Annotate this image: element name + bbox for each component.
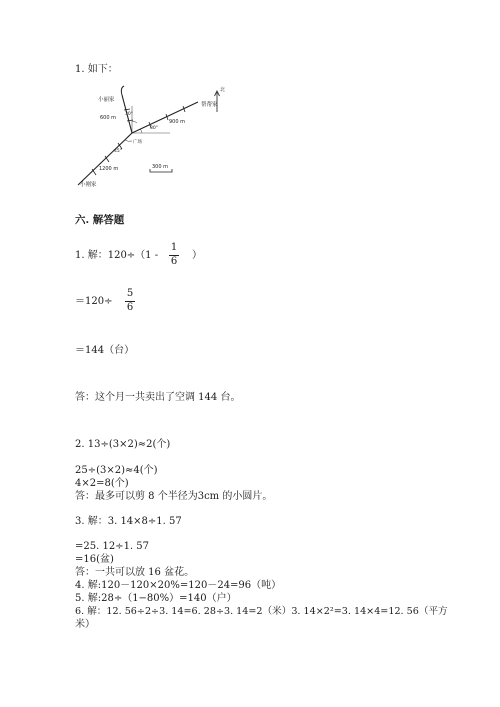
bangbang-home-label: 帮帮家	[201, 102, 218, 108]
q1-line1-prefix: 1. 解：120÷（1 -	[75, 250, 159, 261]
q5-line1: 5. 解:28÷（1−80%）=140（户）	[75, 593, 237, 604]
scale-bar	[150, 164, 172, 172]
section-1-label: 1. 如下：	[75, 64, 118, 75]
q3-line4: 答：一共可以放 16 盆花。	[75, 567, 195, 578]
q3-line1: 3. 解：3. 14×8÷1. 57	[75, 516, 182, 527]
angle-30-east-label: 30°	[150, 126, 158, 131]
square-label: 广场	[133, 140, 142, 145]
scale-label: 300 m	[152, 164, 169, 170]
q2-line4: 答：最多可以剪 8 个半径为3cm 的小圆片。	[75, 491, 273, 502]
q3-line2: =25. 12÷1. 57	[75, 541, 150, 552]
q6-line2: 米）	[75, 619, 95, 630]
angle-30-north-label: 30°	[125, 112, 133, 117]
distance-900-label: 900 m	[169, 119, 186, 125]
north-arrow-icon	[215, 86, 226, 112]
section-6-title: 六. 解答题	[75, 214, 125, 226]
q1-line1-suffix: ）	[192, 250, 202, 261]
q2-line3: 4×2=8(个)	[75, 478, 129, 489]
q1-fraction2-numerator: 5	[126, 288, 134, 299]
q2-line2: 25÷(3×2)≈4(个)	[75, 465, 158, 476]
q1-line3: ＝144（台）	[75, 345, 135, 356]
angle-45-label: 45°	[114, 149, 122, 154]
q4-line1: 4. 解:120－120×20%=120－24=96（吨）	[75, 580, 282, 591]
distance-1200-label: 1200 m	[99, 166, 119, 172]
north-label: 北	[220, 87, 226, 93]
q2-line1: 2. 13÷(3×2)≈2(个)	[75, 439, 171, 450]
q1-fraction2-denominator: 6	[126, 302, 134, 313]
distance-600-label: 600 m	[100, 115, 117, 121]
q1-answer: 答：这个月一共卖出了空调 144 台。	[75, 392, 241, 403]
q1-line2-prefix: ＝120÷	[75, 296, 113, 307]
q1-fraction1-denominator: 6	[170, 256, 178, 267]
q6-line1: 6. 解：12. 56÷2÷3. 14=6. 28÷3. 14=2（米）3. 14×2²=3. 14×4=12. 56（平方	[75, 606, 448, 617]
q1-fraction1-numerator: 1	[170, 242, 178, 253]
q3-line3: =16(盆)	[75, 554, 114, 565]
xiaoli-home-label: 小丽家	[98, 97, 115, 103]
location-map-diagram	[70, 78, 240, 190]
xiaogang-home-label: 小刚家	[80, 182, 97, 188]
